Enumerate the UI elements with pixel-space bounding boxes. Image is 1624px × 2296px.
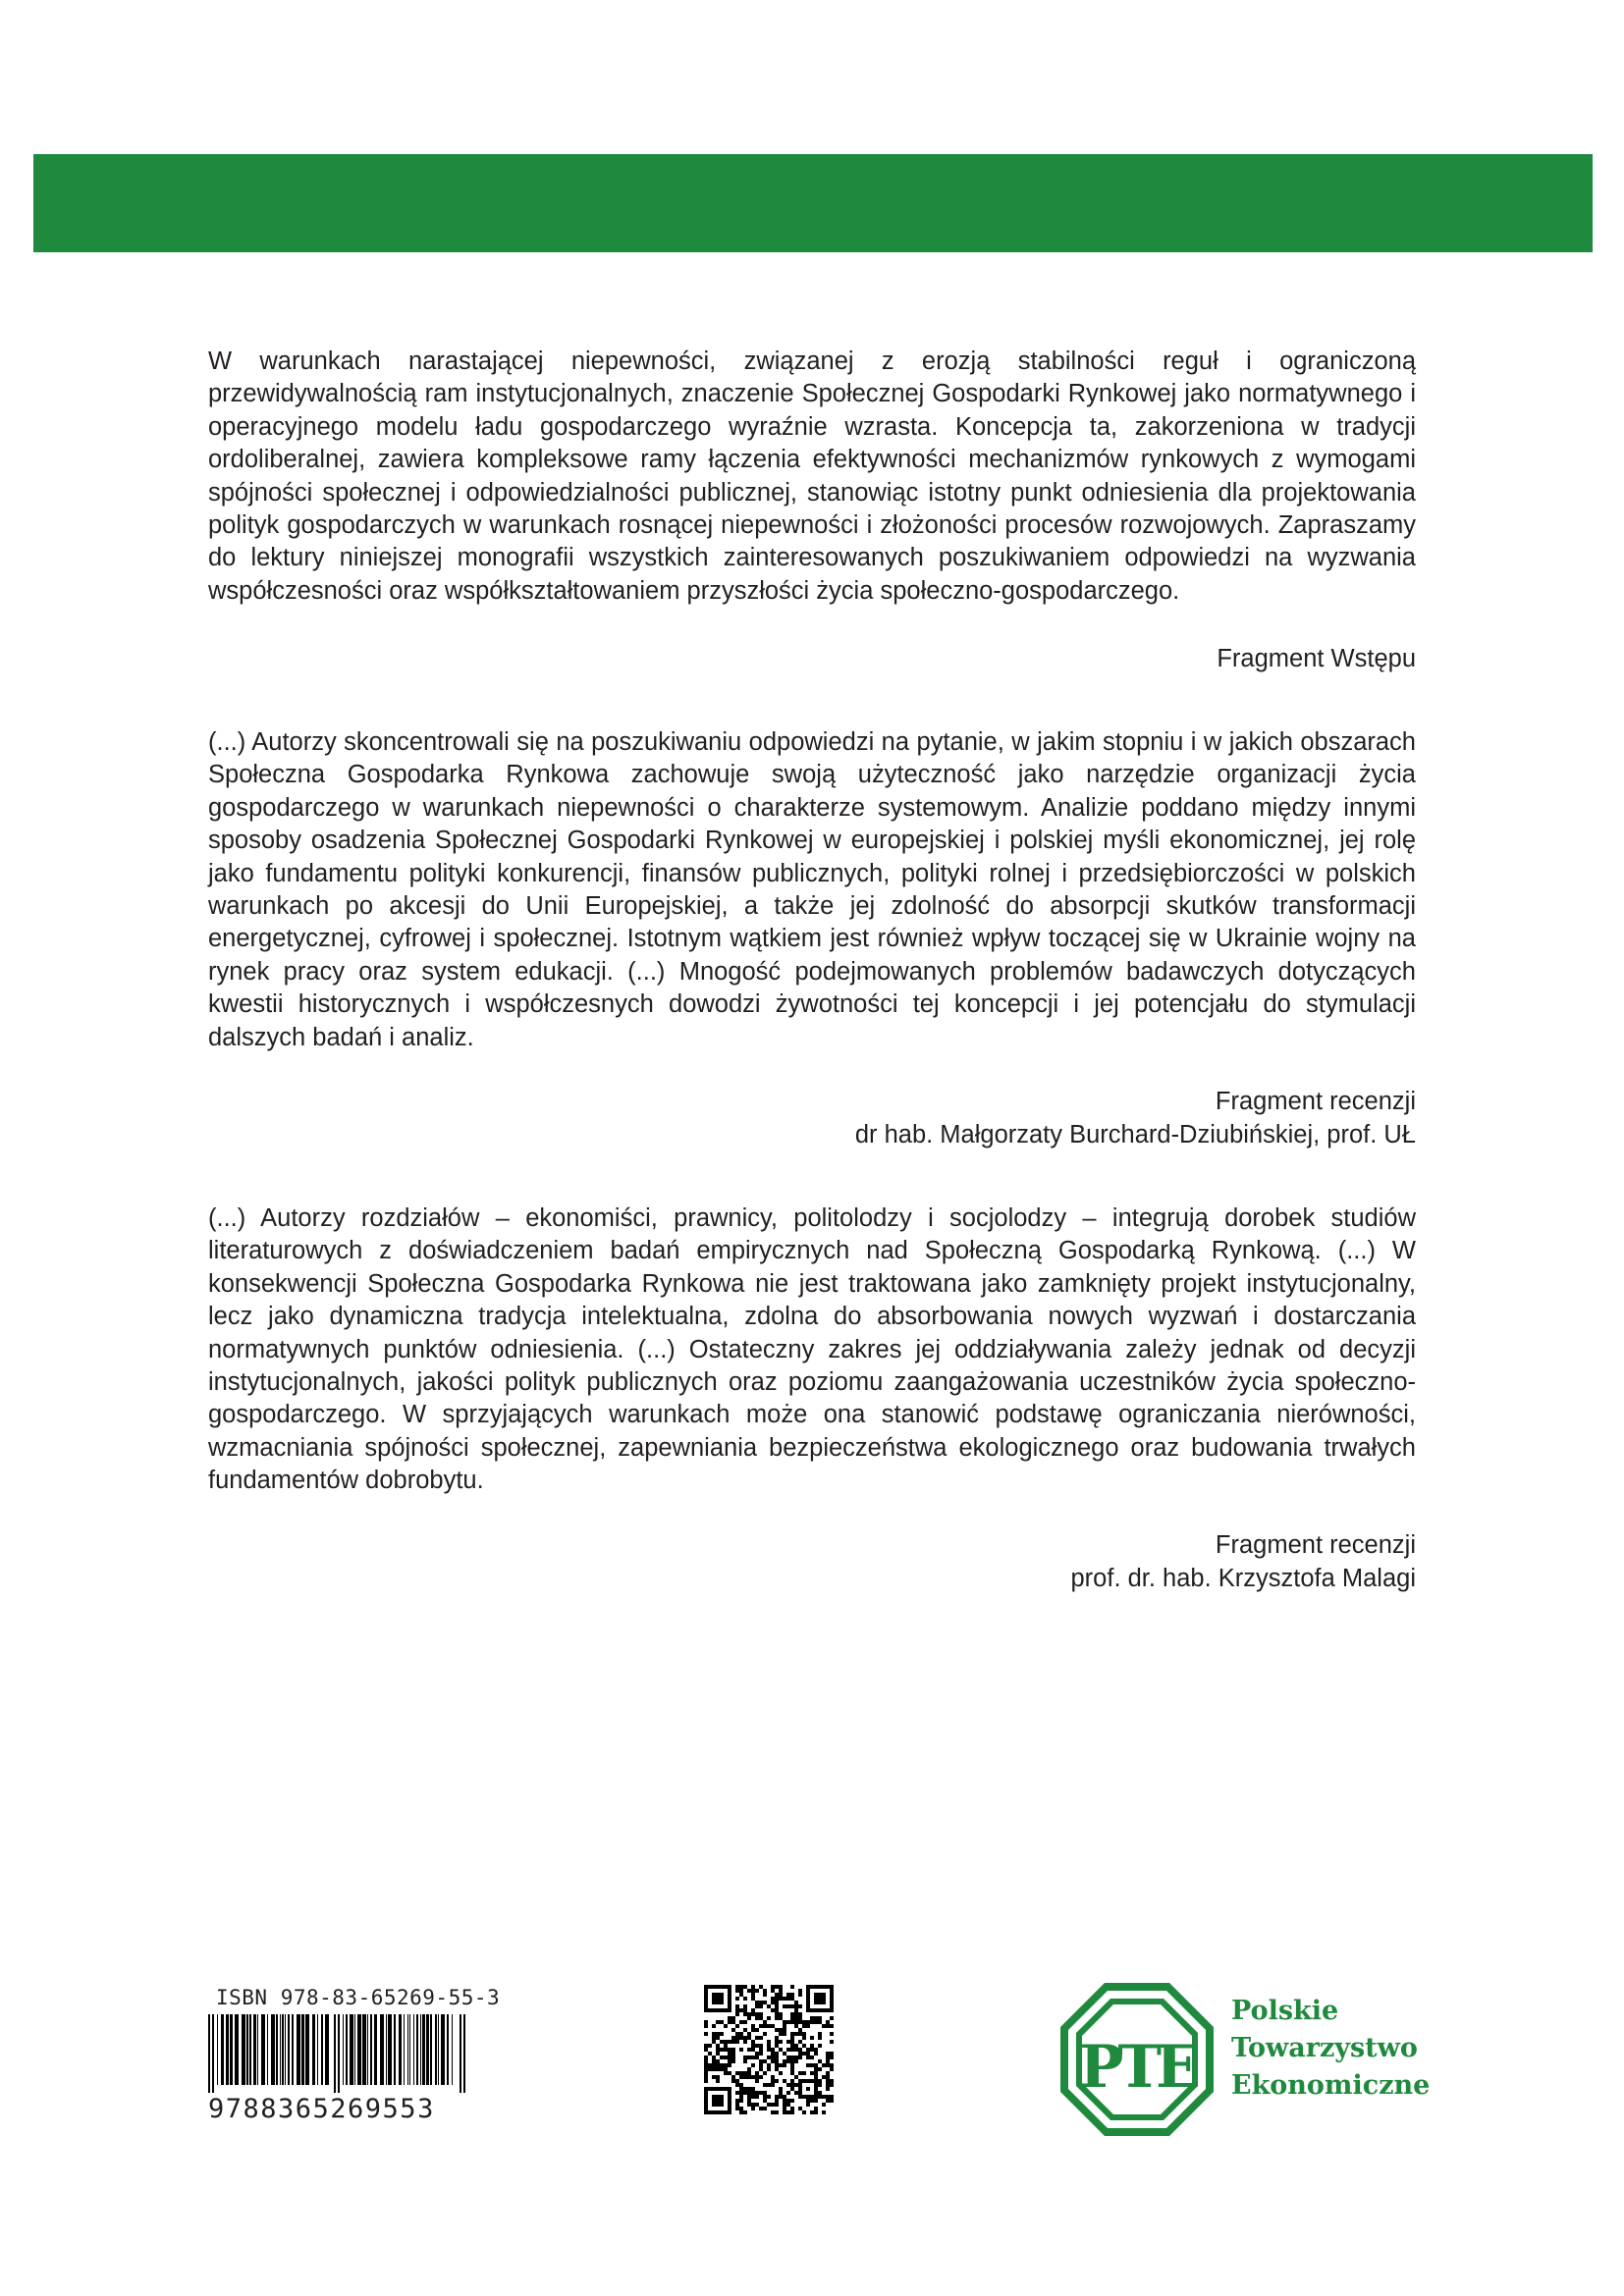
pte-name-line-3: Ekonomiczne <box>1231 2070 1431 2101</box>
intro-attribution: Fragment Wstępu <box>1217 645 1416 672</box>
review1-attribution-author: dr hab. Małgorzaty Burchard-Dziubińskiej, prof. UŁ <box>854 1121 1416 1148</box>
review2-attribution-author: prof. dr. hab. Krzysztofa Malagi <box>1070 1565 1416 1592</box>
qr-code <box>704 1985 834 2114</box>
intro-paragraph: W warunkach narastającej niepewności, związanej z erozją stabilności reguł i ograniczoną przewidywalnością ram instytucjonalnych, znaczenie Społecznej Gospodarki Rynkowej jako normatywnego i operacyjnego modelu ładu gospodarczego wyraźnie wzrasta. Koncepcja ta, zakorzeniona w tradycji ordoliberalnej, zawiera kompleksowe ramy łączenia efektywności mechanizmów rynkowych z wymogami spójności społecznej i odpowiedzialności publicznej, stanowiąc istotny punkt odniesienia dla projektowania polityk gospodarczych w warunkach rosnącej niepewności i złożoności procesów rozwojowych. Zapraszamy do lektury niniejszej monografii wszystkich zainteresowanych poszukiwaniem odpowiedzi na wyzwania współczesności oraz współkształtowaniem przyszłości życia społeczno-gospodarczego. <box>208 347 1416 605</box>
isbn-barcode <box>208 2014 465 2093</box>
isbn-digits: 9788365269553 <box>208 2094 435 2124</box>
pte-name <box>1231 1993 1430 2105</box>
pte-name-line-2: Towarzystwo <box>1231 2033 1418 2063</box>
pte-name-line-1: Polskie <box>1231 1996 1339 2026</box>
pte-monogram: PTE <box>1079 2033 1195 2102</box>
pte-logo-emblem <box>1058 1981 1216 2138</box>
isbn-label: ISBN 978-83-65269-55-3 <box>216 1986 501 2009</box>
header-color-band <box>33 154 1593 252</box>
review1-attribution-label: Fragment recenzji <box>1215 1088 1416 1115</box>
review1-paragraph: (...) Autorzy skoncentrowali się na poszukiwaniu odpowiedzi na pytanie, w jakim stopniu i w jakich obszarach Społeczna Gospodarka Rynkowa zachowuje swoją użyteczność jako narzędzie organizacji życia gospodarczego w warunkach niepewności o charakterze systemowym. Analizie poddano między innymi sposoby osadzenia Społecznej Gospodarki Rynkowej w europejskiej i polskiej myśli ekonomicznej, jej rolę jako fundamentu polityki konkurencji, finansów publicznych, polityki rolnej i przedsiębiorczości w polskich warunkach po akcesji do Unii Europejskiej, a także jej zdolność do absorpcji skutków transformacji energetycznej, cyfrowej i społecznej. Istotnym wątkiem jest również wpływ toczącej się w Ukrainie wojny na rynek pracy oraz system edukacji. (...) Mnogość podejmowanych problemów badawczych dotyczących kwestii historycznych i współczesnych dowodzi żywotności tej koncepcji i jej potencjału do stymulacji dalszych badań i analiz. <box>208 728 1416 1051</box>
review2-attribution-label: Fragment recenzji <box>1215 1531 1416 1559</box>
review2-paragraph: (...) Autorzy rozdziałów – ekonomiści, prawnicy, politolodzy i socjolodzy – integrują dorobek studiów literaturowych z doświadczeniem badań empirycznych nad Społeczną Gospodarką Rynkową. (...) W konsekwencji Społeczna Gospodarka Rynkowa nie jest traktowana jako zamknięty projekt instytucjonalny, lecz jako dynamiczna tradycja intelektualna, zdolna do absorbowania nowych wyzwań i dostarczania normatywnych punktów odniesienia. (...) Ostateczny zakres jej oddziaływania zależy jednak od decyzji instytucjonalnych, jakości polityk publicznych oraz poziomu zaangażowania uczestników życia społeczno-gospodarczego. W sprzyjających warunkach może ona stanowić podstawę ograniczania nierówności, wzmacniania spójności społecznej, zapewniania bezpieczeństwa ekologicznego oraz budowania trwałych fundamentów dobrobytu. <box>208 1204 1416 1495</box>
